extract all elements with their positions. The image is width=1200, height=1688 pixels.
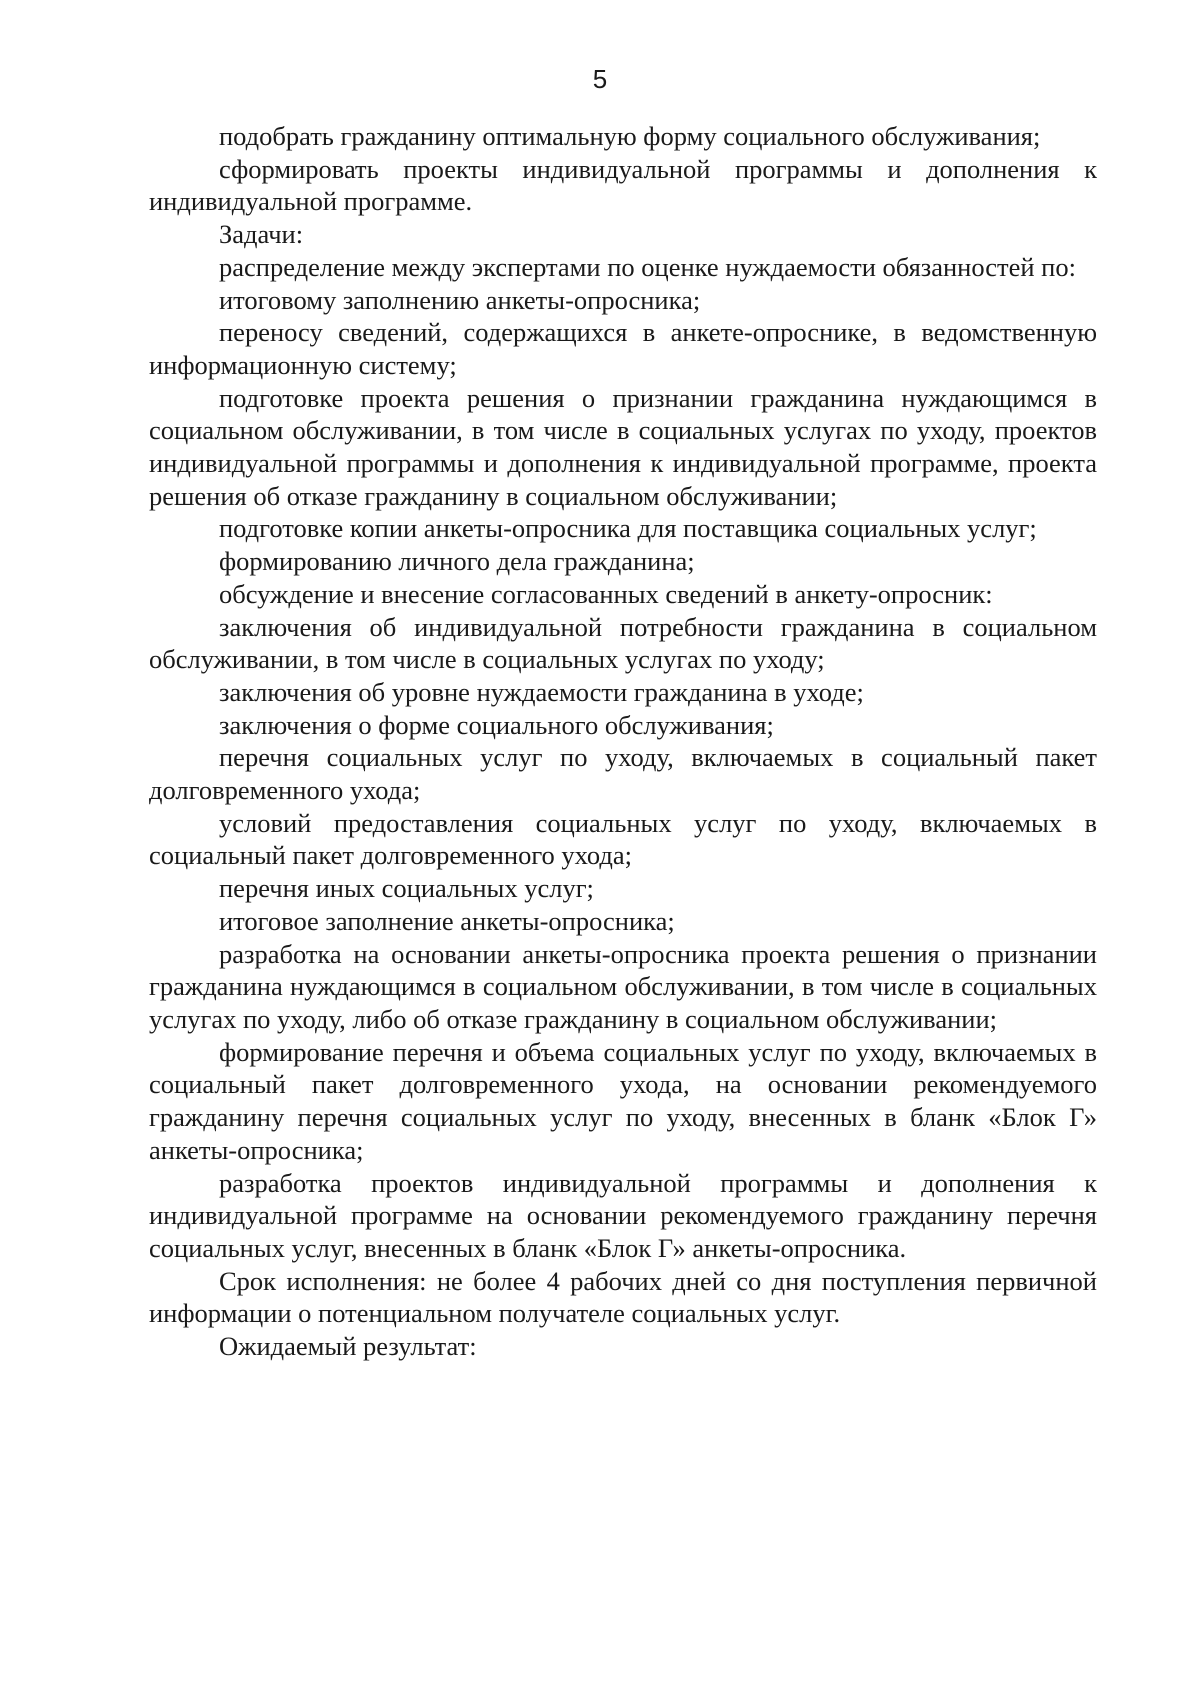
paragraph-form-program-drafts: сформировать проекты индивидуальной программы и дополнения к индивидуальной программе.: [149, 153, 1097, 217]
paragraph-prepare-decision: подготовке проекта решения о признании гражданина нуждающимся в социальном обслуживании, в том числе в социальных услугах по уходу, проектов индивидуальной программы и дополнения к индивидуальной программе, проекта решения об отказе гражданину в социальном обслуживании;: [149, 382, 1097, 511]
paragraph-program-drafts: разработка проектов индивидуальной программы и дополнения к индивидуальной программе на основании рекомендуемого гражданину перечня социальных услуг, внесенных в бланк «Блок Г» анкеты-опросника.: [149, 1167, 1097, 1263]
paragraph-questionnaire-copy: подготовке копии анкеты-опросника для поставщика социальных услуг;: [219, 513, 1037, 544]
paragraph-other-services: перечня иных социальных услуг;: [219, 873, 594, 904]
paragraph-services-scope: формирование перечня и объема социальных услуг по уходу, включаемых в социальный пакет долговременного ухода, на основании рекомендуемого гражданину перечня социальных услуг по уходу, внесенных в бланк «Блок Г» анкеты-опросника;: [149, 1036, 1097, 1165]
paragraph-duties-distribution: распределение между экспертами по оценке нуждаемости обязанностей по:: [219, 251, 1076, 282]
paragraph-discussion: обсуждение и внесение согласованных сведений в анкету-опросник:: [219, 578, 993, 609]
paragraph-decision-draft: разработка на основании анкеты-опросника проекта решения о признании гражданина нуждающимся в социальном обслуживании, в том числе в социальных услугах по уходу, либо об отказе гражданину в социальном обслуживании;: [149, 938, 1097, 1034]
paragraph-select-form: подобрать гражданину оптимальную форму социального обслуживания;: [219, 121, 1041, 151]
paragraph-deadline: Срок исполнения: не более 4 рабочих дней со дня поступления первичной информации о потенциальном получателе социальных услуг.: [149, 1265, 1097, 1329]
paragraph-tasks-heading: Задачи:: [219, 219, 304, 250]
paragraph-expected-result: Ожидаемый результат:: [219, 1331, 477, 1362]
paragraph-final-fill: итоговое заполнение анкеты-опросника;: [219, 905, 675, 936]
page-number: 5: [592, 64, 608, 94]
document-body: [149, 120, 1097, 1363]
paragraph-care-conditions: условий предоставления социальных услуг по уходу, включаемых в социальный пакет долговременного ухода;: [149, 807, 1097, 871]
paragraph-final-questionnaire-fill: итоговому заполнению анкеты-опросника;: [219, 284, 701, 315]
paragraph-personal-file: формированию личного дела гражданина;: [219, 546, 695, 577]
paragraph-care-services-list: перечня социальных услуг по уходу, включаемых в социальный пакет долговременного ухода;: [149, 742, 1097, 806]
paragraph-transfer-to-system: переносу сведений, содержащихся в анкете-опроснике, в ведомственную информационную систему;: [149, 317, 1097, 380]
paragraph-need-conclusion: заключения об индивидуальной потребности гражданина в социальном обслуживании, в том числе в социальных услугах по уходу;: [149, 611, 1097, 675]
paragraph-service-form-conclusion: заключения о форме социального обслуживания;: [219, 709, 774, 740]
paragraph-care-level-conclusion: заключения об уровне нуждаемости гражданина в уходе;: [219, 676, 864, 707]
